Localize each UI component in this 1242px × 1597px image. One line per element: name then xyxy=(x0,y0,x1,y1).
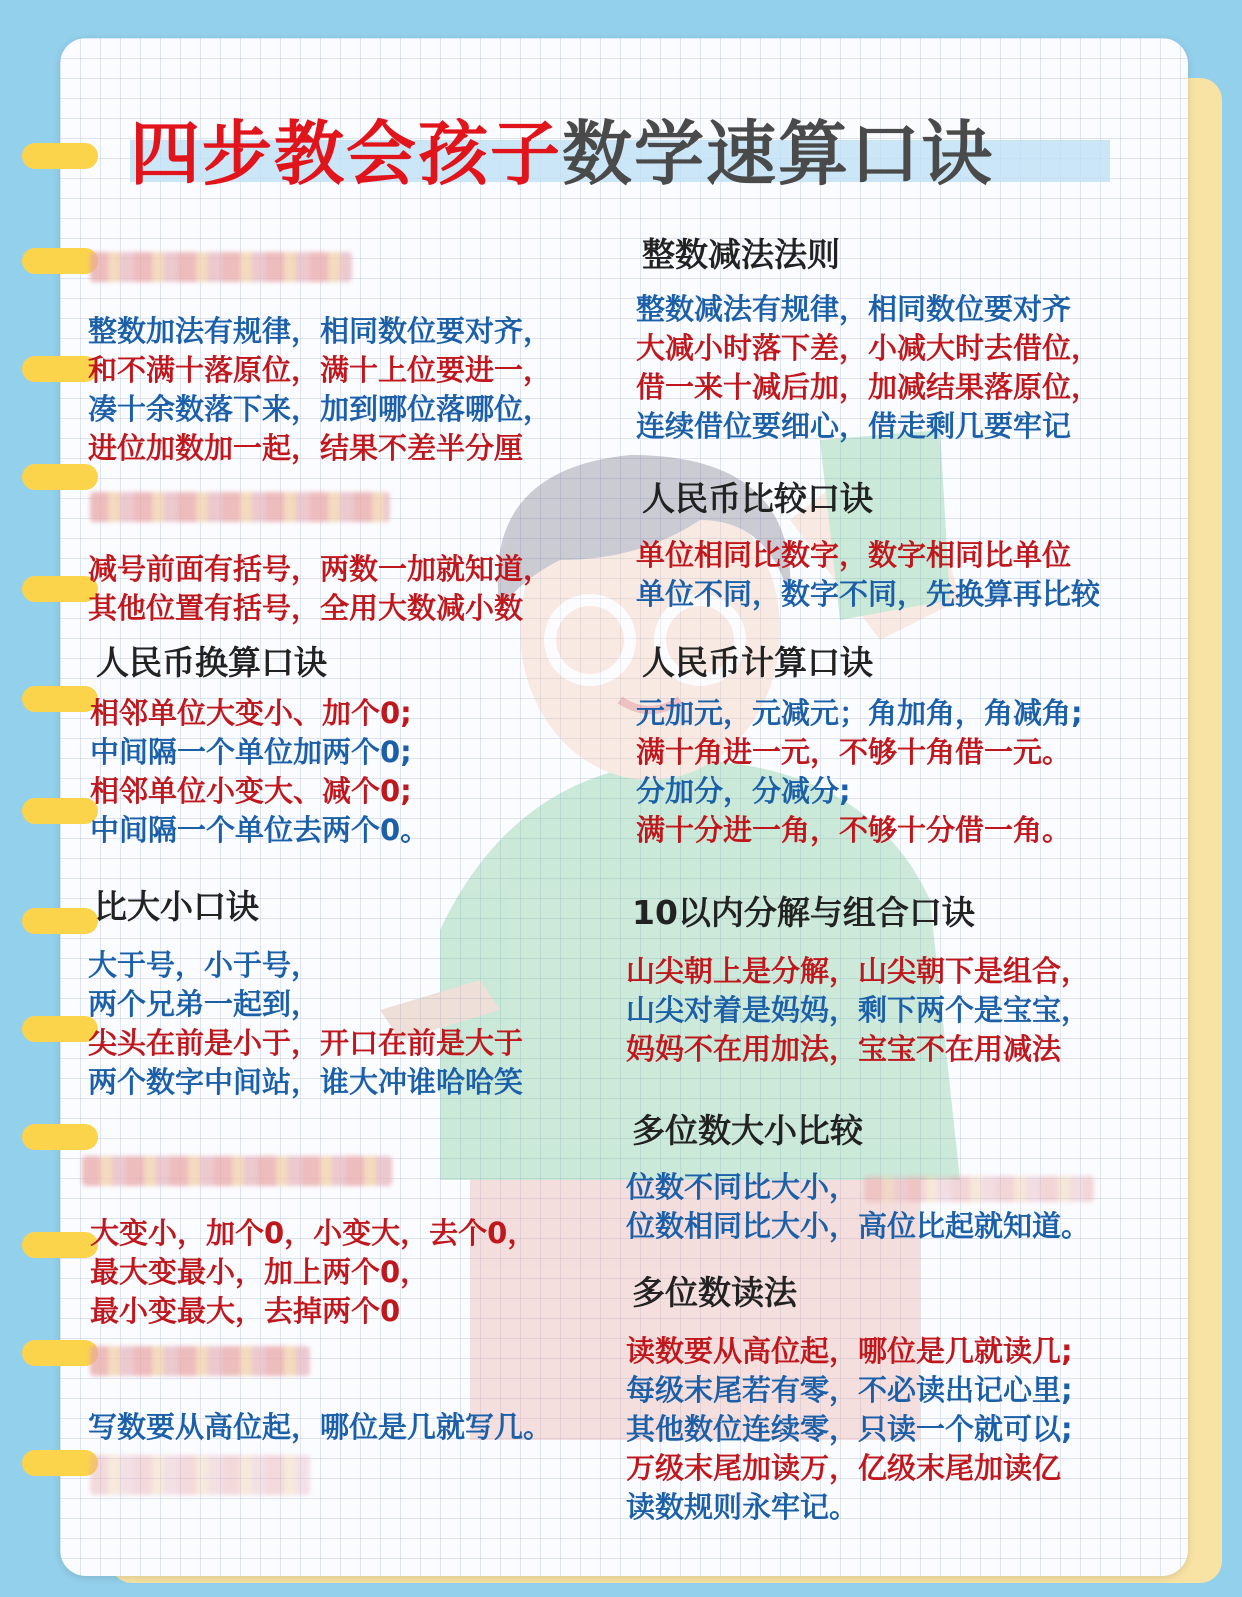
title-red-part: 四步教会孩子 xyxy=(130,113,562,195)
text-line: 凑十余数落下来，加到哪位落哪位， xyxy=(88,392,553,426)
text-line: 整数减法有规律，相同数位要对齐 xyxy=(636,292,1072,326)
ring-tab xyxy=(22,356,98,382)
text-line: 位数不同比大小， xyxy=(626,1170,859,1204)
page-title xyxy=(130,98,1110,195)
section-heading: 整数减法法则 xyxy=(636,232,850,278)
blurred-heading xyxy=(90,492,390,522)
section-writing xyxy=(88,1338,552,1507)
ring-tab xyxy=(22,464,98,490)
ring-tab xyxy=(22,798,98,824)
text-line: 万级末尾加读万，亿级末尾加读亿 xyxy=(626,1451,1062,1485)
text-line: 两个数字中间站，谁大冲谁哈哈笑 xyxy=(88,1065,524,1099)
text-line: 相邻单位大变小、加个0; xyxy=(90,696,412,730)
ring-tab xyxy=(22,908,98,934)
section-within-10 xyxy=(626,890,1090,1069)
text-line: 单位不同，数字不同，先换算再比较 xyxy=(636,577,1101,611)
text-line: 最大变最小，加上两个0， xyxy=(90,1255,430,1289)
blurred-heading xyxy=(90,252,352,282)
section-multi-compare xyxy=(626,1108,1094,1246)
ring-tab xyxy=(22,1450,98,1476)
text-line: 两个兄弟一起到， xyxy=(88,987,321,1021)
text-line: 山尖朝上是分解，山尖朝下是组合， xyxy=(626,954,1091,988)
blurred-text xyxy=(90,1455,310,1495)
text-line: 大减小时落下差，小减大时去借位， xyxy=(636,331,1101,365)
text-line: 读数要从高位起，哪位是几就读几; xyxy=(626,1334,1073,1368)
text-line: 最小变最大，去掉两个0 xyxy=(90,1294,401,1328)
blurred-heading xyxy=(82,1156,392,1186)
blurred-text xyxy=(864,1176,1094,1202)
text-line: 进位加数加一起，结果不差半分厘 xyxy=(88,431,524,465)
text-line: 单位相同比数字，数字相同比单位 xyxy=(636,538,1072,572)
ring-tab xyxy=(22,143,98,169)
text-line: 满十角进一元，不够十角借一元。 xyxy=(636,735,1072,769)
text-line: 山尖对着是妈妈，剩下两个是宝宝， xyxy=(626,993,1091,1027)
section-reading xyxy=(626,1270,1073,1527)
text-line: 妈妈不在用加法，宝宝不在用减法 xyxy=(626,1032,1062,1066)
text-line: 读数规则永牢记。 xyxy=(626,1490,859,1524)
blurred-heading xyxy=(90,1346,310,1376)
section-rmb-compare xyxy=(636,476,1100,614)
text-line: 其他位置有括号，全用大数减小数 xyxy=(88,591,524,625)
text-line: 元加元，元减元；角加角，角减角; xyxy=(636,696,1083,730)
section-compare-size xyxy=(88,884,523,1102)
text-line: 尖头在前是小于，开口在前是大于 xyxy=(88,1026,524,1060)
text-line: 中间隔一个单位去两个0。 xyxy=(90,813,430,847)
ring-tab xyxy=(22,1016,98,1042)
section-rmb-convert xyxy=(90,640,429,850)
text-line: 分加分，分减分; xyxy=(636,774,851,808)
text-line: 和不满十落原位，满十上位要进一， xyxy=(88,353,553,387)
section-heading: 人民币计算口诀 xyxy=(636,640,883,686)
title-gray-part: 数学速算口诀 xyxy=(562,113,994,195)
section-heading: 多位数大小比较 xyxy=(626,1108,873,1154)
section-addition xyxy=(88,244,552,468)
text-line: 每级末尾若有零，不必读出记心里; xyxy=(626,1373,1073,1407)
text-line: 减号前面有括号，两数一加就知道， xyxy=(88,552,553,586)
section-heading: 人民币比较口诀 xyxy=(636,476,883,522)
section-heading: 比大小口诀 xyxy=(88,884,269,930)
ring-tab xyxy=(22,576,98,602)
text-line: 连续借位要细心，借走剩几要牢记 xyxy=(636,409,1072,443)
text-line: 整数加法有规律，相同数位要对齐， xyxy=(88,314,553,348)
text-line: 大变小，加个0，小变大，去个0， xyxy=(90,1216,537,1250)
section-subtraction xyxy=(636,232,1100,446)
ring-tab xyxy=(22,1124,98,1150)
text-line: 相邻单位小变大、减个0; xyxy=(90,774,412,808)
ring-tab xyxy=(22,248,98,274)
section-rmb-calc xyxy=(636,640,1083,850)
text-line: 大于号，小于号， xyxy=(88,948,321,982)
text-line: 其他数位连续零，只读一个就可以; xyxy=(626,1412,1073,1446)
text-line: 写数要从高位起，哪位是几就写几。 xyxy=(88,1410,553,1444)
section-heading: 10以内分解与组合口诀 xyxy=(626,890,985,936)
section-heading: 多位数读法 xyxy=(626,1270,807,1316)
ring-tab xyxy=(22,1340,98,1366)
text-line: 位数相同比大小，高位比起就知道。 xyxy=(626,1209,1091,1243)
text-line: 满十分进一角，不够十分借一角。 xyxy=(636,813,1072,847)
section-heading: 人民币换算口诀 xyxy=(90,640,337,686)
text-line: 中间隔一个单位加两个0; xyxy=(90,735,412,769)
section-unit-convert xyxy=(80,1148,536,1331)
ring-tab xyxy=(22,686,98,712)
section-brackets xyxy=(88,484,552,628)
text-line: 借一来十减后加，加减结果落原位， xyxy=(636,370,1101,404)
